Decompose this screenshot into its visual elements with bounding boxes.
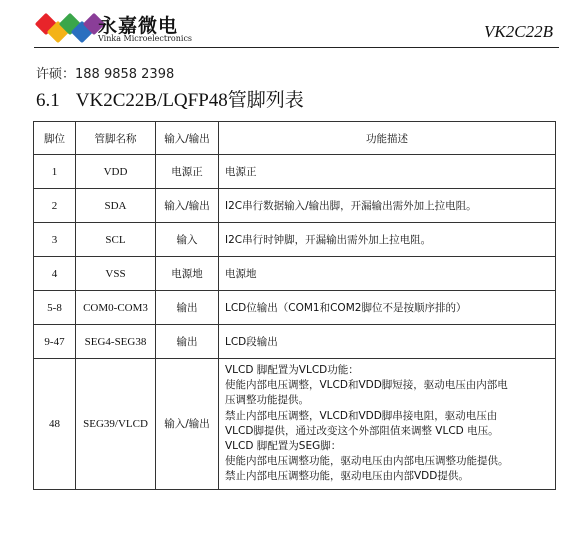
vinka-logo [36,10,226,46]
desc-cell-multiline [219,359,556,490]
table-row [34,291,556,325]
pin-cell: 4 [34,257,76,291]
section-number: 6.1 [36,90,60,111]
io-cell: 输出 [156,325,219,359]
brand-name-en: Vinka Microelectronics [98,34,193,43]
section-title-text: VK2C22B/LQFP48管脚列表 [75,90,304,111]
desc-cell: 电源正 [219,155,556,189]
header-divider [34,47,559,48]
brand-name-cn: 永嘉微电 [98,15,179,37]
pin-name-cell: SDA [76,189,156,223]
col-header-pin: 脚位 [34,122,76,155]
desc-cell: I2C串行数据输入/输出脚，开漏输出需外加上拉电阻。 [219,189,556,223]
pin-cell: 3 [34,223,76,257]
pin-list-table [33,121,556,490]
page-header [0,0,587,58]
desc-cell: 电源地 [219,257,556,291]
table-row [34,155,556,189]
desc-line: 使能内部电压调整，VLCD和VDD脚短接，驱动电压由内部电 [225,379,508,392]
pin-name-cell: COM0-COM3 [76,291,156,325]
pin-name-cell: VSS [76,257,156,291]
pin-name-cell: SCL [76,223,156,257]
pin-cell: 1 [34,155,76,189]
desc-line: VLCD 脚配置为SEG脚： [225,440,342,453]
desc-cell: LCD段输出 [219,325,556,359]
table-row [34,359,556,490]
io-cell: 输出 [156,291,219,325]
pin-cell: 5-8 [34,291,76,325]
header-model-number: VK2C22B [484,22,553,41]
pin-cell: 9-47 [34,325,76,359]
pin-name-cell: SEG4-SEG38 [76,325,156,359]
pin-cell: 2 [34,189,76,223]
table-row [34,223,556,257]
col-header-io: 输入/输出 [156,122,219,155]
desc-line: VLCD 脚配置为VLCD功能： [225,364,359,376]
io-cell: 输入/输出 [156,359,219,490]
desc-cell: I2C串行时钟脚，开漏输出需外加上拉电阻。 [219,223,556,257]
pin-name-cell: SEG39/VLCD [76,359,156,490]
table-header-row [34,122,556,155]
pin-cell: 48 [34,359,76,490]
table-row [34,325,556,359]
table-row [34,189,556,223]
desc-line: 压调整功能提供。 [225,394,309,407]
desc-line: 禁止内部电压调整，VLCD和VDD脚串接电阻，驱动电压由 [225,409,498,422]
io-cell: 电源地 [156,257,219,291]
io-cell: 输入/输出 [156,189,219,223]
license-contact: 许硕：188 9858 2398 [36,67,175,82]
desc-line: 使能内部电压调整功能，驱动电压由内部电压调整功能提供。 [225,455,509,468]
desc-cell: LCD位输出（COM1和COM2脚位不是按顺序排的） [219,291,556,325]
pin-name-cell: VDD [76,155,156,189]
desc-line: 禁止内部电压调整功能，驱动电压由内部VDD提供。 [225,470,469,483]
io-cell: 电源正 [156,155,219,189]
col-header-function: 功能描述 [219,122,556,155]
table-row [34,257,556,291]
section-title [36,85,304,112]
desc-line: VLCD脚提供，通过改变这个外部阻值来调整 VLCD 电压。 [225,424,499,437]
col-header-name: 管脚名称 [76,122,156,155]
io-cell: 输入 [156,223,219,257]
